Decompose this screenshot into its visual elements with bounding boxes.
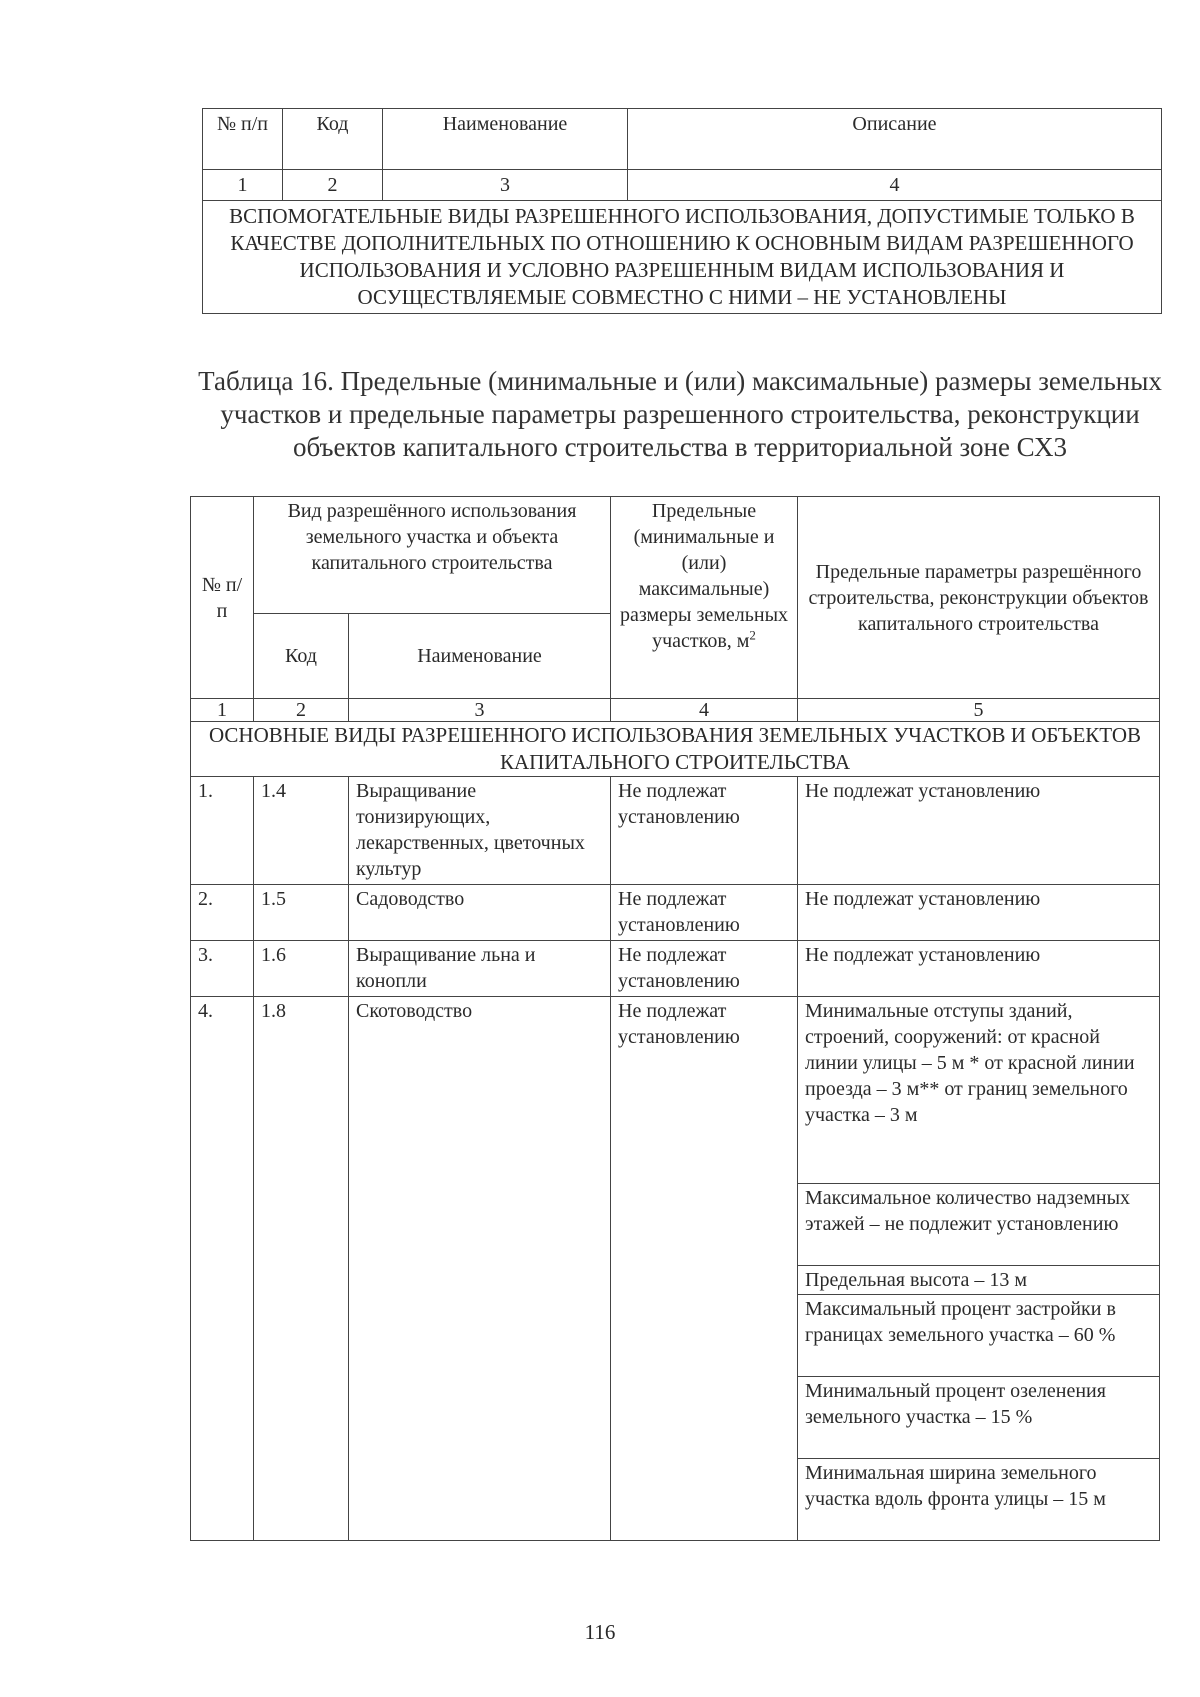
section-heading-auxiliary: ВСПОМОГАТЕЛЬНЫЕ ВИДЫ РАЗРЕШЕННОГО ИСПОЛЬЗОВАНИЯ, ДОПУСТИМЫЕ ТОЛЬКО В КАЧЕСТВЕ ДОПОЛНИТЕЛЬНЫХ ПО ОТНОШЕНИЮ К ОСНОВНЫМ ВИДАМ РАЗРЕШЕННОГО ИСПОЛЬЗОВАНИЯ И УСЛОВНО РАЗРЕШЕННЫМ ВИДАМ ИСПОЛЬЗОВАНИЯ И ОСУЩЕСТВЛЯЕМЫЕ СОВМЕСТНО С НИМИ – НЕ УСТАНОВЛЕНЫ	[203, 201, 1162, 314]
row-size: Не подлежат установлению	[611, 885, 798, 941]
zone-cx3-table	[190, 496, 1160, 1541]
row-code: 1.5	[254, 885, 349, 941]
header-plot-sizes-text: Предельные (минимальные и (или) максимальные) размеры земельных участков, м	[619, 500, 789, 652]
param-max-floors: Максимальное количество надземных этажей – не подлежит установлению	[798, 1184, 1160, 1266]
header-use-group: Вид разрешённого использования земельного участка и объекта капитального строительства	[254, 497, 611, 614]
column-number: 4	[628, 170, 1162, 201]
param-min-greening: Минимальный процент озеленения земельного участка – 15 %	[798, 1377, 1160, 1459]
column-number: 1	[203, 170, 283, 201]
column-number: 2	[283, 170, 383, 201]
param-max-coverage: Максимальный процент застройки в границах земельного участка – 60 %	[798, 1295, 1160, 1377]
header-plot-sizes-sup: 2	[749, 627, 756, 643]
row-num: 2.	[191, 885, 254, 941]
section-heading-main: ОСНОВНЫЕ ВИДЫ РАЗРЕШЕННОГО ИСПОЛЬЗОВАНИЯ ЗЕМЕЛЬНЫХ УЧАСТКОВ И ОБЪЕКТОВ КАПИТАЛЬНОГО СТРОИТЕЛЬСТВА	[191, 722, 1160, 777]
header-description: Описание	[628, 109, 1162, 170]
param-max-height: Предельная высота – 13 м	[798, 1266, 1160, 1295]
header-name: Наименование	[349, 614, 611, 699]
row-name: Скотоводство	[349, 997, 611, 1541]
row-param: Не подлежат установлению	[798, 777, 1160, 885]
row-num: 1.	[191, 777, 254, 885]
row-param: Не подлежат установлению	[798, 885, 1160, 941]
header-build-params: Предельные параметры разрешённого строительства, реконструкции объектов капитального строительства	[798, 497, 1160, 699]
header-code: Код	[254, 614, 349, 699]
header-num: № п/п	[203, 109, 283, 170]
param-setbacks: Минимальные отступы зданий, строений, сооружений: от красной линии улицы – 5 м * от красной линии проезда – 3 м** от границ земельного участка – 3 м	[798, 997, 1160, 1184]
column-number: 3	[383, 170, 628, 201]
column-number: 5	[798, 699, 1160, 722]
row-code: 1.4	[254, 777, 349, 885]
row-size: Не подлежат установлению	[611, 941, 798, 997]
column-number: 1	[191, 699, 254, 722]
row-num: 3.	[191, 941, 254, 997]
header-plot-sizes	[611, 497, 798, 699]
table-row	[191, 941, 1160, 997]
column-number: 4	[611, 699, 798, 722]
row-name: Выращивание льна и конопли	[349, 941, 611, 997]
row-size: Не подлежат установлению	[611, 777, 798, 885]
row-name: Выращивание тонизирующих, лекарственных, цветочных культур	[349, 777, 611, 885]
table-row	[191, 885, 1160, 941]
row-size: Не подлежат установлению	[611, 997, 798, 1541]
vspomogatelnye-table	[202, 108, 1162, 314]
table-row	[191, 777, 1160, 885]
row-param: Не подлежат установлению	[798, 941, 1160, 997]
row-code: 1.8	[254, 997, 349, 1541]
table-row	[191, 997, 1160, 1184]
header-code: Код	[283, 109, 383, 170]
header-num: № п/п	[191, 497, 254, 699]
header-name: Наименование	[383, 109, 628, 170]
column-number: 3	[349, 699, 611, 722]
page-number: 116	[584, 1620, 616, 1644]
row-num: 4.	[191, 997, 254, 1541]
table-caption: Таблица 16. Предельные (минимальные и (или) максимальные) размеры земельных участков и предельные параметры разрешенного строительства, реконструкции объектов капитального строительства в территориальной зоне СХ3	[198, 366, 1162, 462]
column-number: 2	[254, 699, 349, 722]
param-min-frontage: Минимальная ширина земельного участка вдоль фронта улицы – 15 м	[798, 1459, 1160, 1541]
row-code: 1.6	[254, 941, 349, 997]
row-name: Садоводство	[349, 885, 611, 941]
